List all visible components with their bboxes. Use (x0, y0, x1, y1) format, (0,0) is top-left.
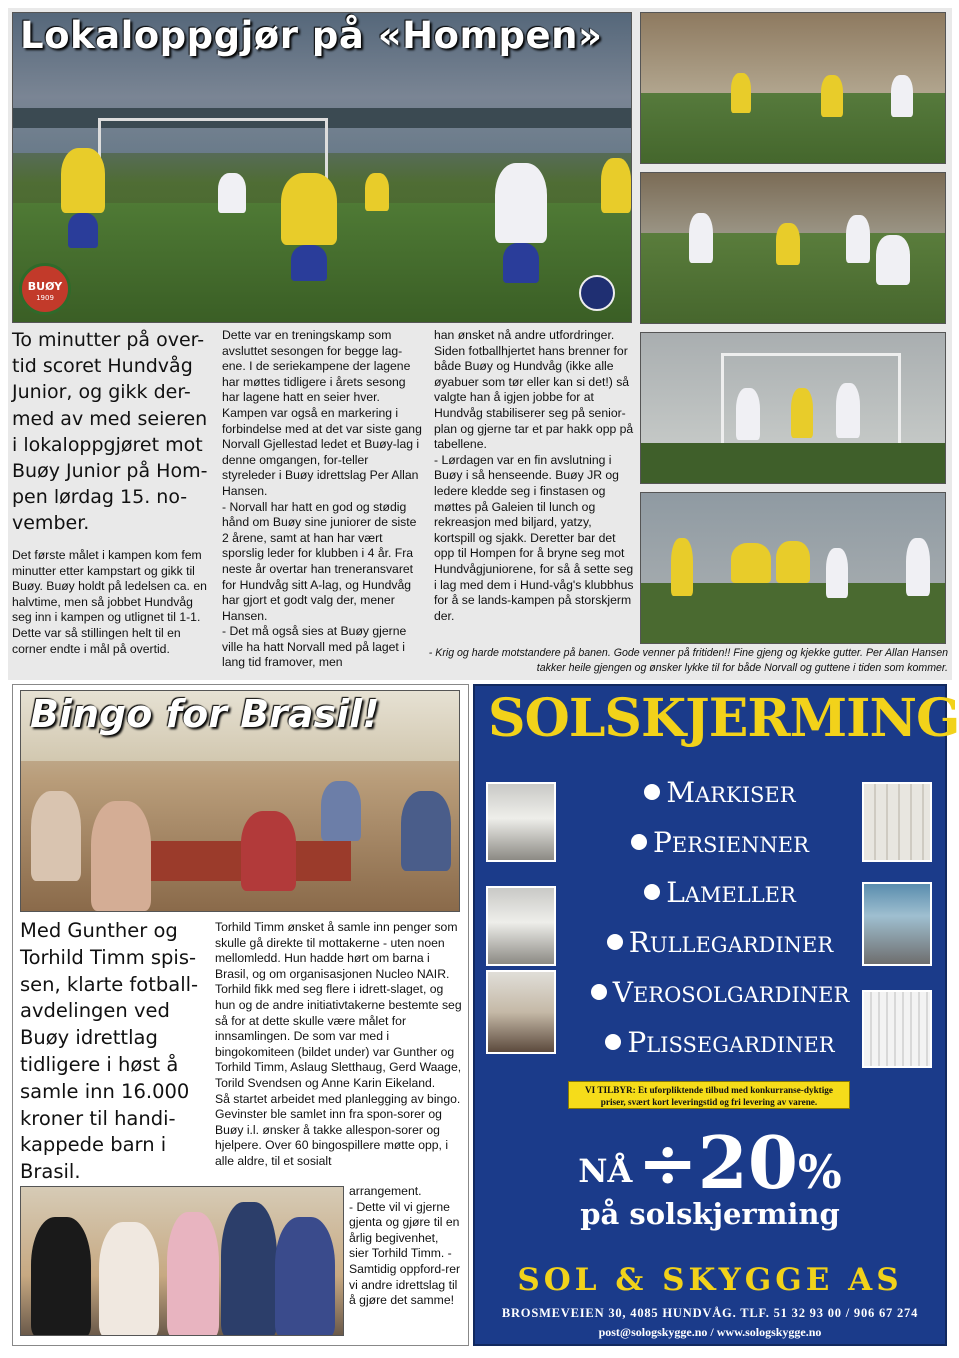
hundvag-badge-icon (579, 275, 615, 311)
ad-photo-blinds-1 (862, 782, 932, 862)
match-photo-2 (640, 172, 946, 324)
bingo-column-2: arrangement. - Dette vil vi gjerne gjenta og gjøre til en årlig begivenhet, sier Torhild Timm. - Samtidig oppford-rer vi andre idrettslag til å gjøre det samme! (349, 1184, 461, 1308)
bingo-committee-photo (20, 1186, 344, 1336)
ad-item-lameller: LAMELLER (580, 876, 860, 909)
ad-photo-blinds-3 (862, 990, 932, 1068)
article-column-2: Dette var en treningskamp som avsluttet sesongen for begge lag-ene. I de seriekampene der lagene har møttes tidligere i årets sesong har lagene hatt en seier hver. Kampen var også en markering i forbindelse med at det var siste gang Norvall Gjellestad ledet et Buøy-lag i denne omgangen, for-teller styreleder i Buøy idrettslag Per Allan Hansen. - Norvall har hatt en god og stødig hånd om Buøy sine juniorer de siste 2 årene, samt at han har vært sporslig leder for klubben i 4 år. Fra neste år overtar han treneransvaret for Hundvåg sitt A-lag, og Hundvåg har gjort et godt valg der, mener Hansen. - Det må også sies at Buøy gjerne ville ha hatt Norvall med på laget i lang tid framover, men (222, 328, 422, 670)
ad-photo-blinds-2 (862, 882, 932, 966)
ad-item-persienner: PERSIENNER (580, 826, 860, 859)
ad-contact: post@sologskygge.no / www.sologskygge.no (598, 1325, 822, 1339)
bullet-icon (644, 784, 660, 800)
match-photo-1 (640, 12, 946, 164)
bullet-icon (631, 834, 647, 850)
bullet-icon (607, 934, 623, 950)
match-photo-3 (640, 332, 946, 484)
ad-percent: ÷20 (637, 1120, 798, 1205)
bingo-column: Torhild Timm ønsket å samle inn penger som skulle gå direkte til mottakerne - uten noen mellomledd. Hun hadde hørt om barna i Brasil, og om organisasjonen Nucleo NAIR. Torhild fikk med seg flere i idrett-slaget, og hun og de andre initiativtakerne bestemte seg så for at dette skulle være målet for innsamlingen. De som var med i bingokomiteen (bildet under) var Gunther og Torhild Timm, Aslaug Sletthaug, Gerd Waage, Torild Svendsen og Anne Karin Eikeland. Så startet arbeidet med planlegging av bingo. Gevinster ble samlet inn fra spon-sorer og Buøy i.l. ønsker å takke allespon-sorer og hjelpere. Over 60 bingospillere møtte opp, i alle aldre, til et sosialt (215, 920, 462, 1168)
ad-item-verosolgardiner: VEROSOLGARDINER (580, 976, 860, 1009)
ad-item-rullegardiner: RULLEGARDINER (580, 926, 860, 959)
ad-address: BROSMEVEIEN 30, 4085 HUNDVÅG. TLF. 51 32 93 00 / 906 67 274 (501, 1306, 919, 1320)
buoy-badge-icon: BUØY 1909 (19, 263, 71, 315)
ad-discount (488, 1120, 932, 1231)
bullet-icon (591, 984, 607, 1000)
ad-photo-interior-3 (486, 970, 556, 1054)
ad-item-markiser: MARKISER (580, 776, 860, 809)
match-photo-4 (640, 492, 946, 644)
ad-subline: på solskjerming (580, 1197, 840, 1231)
ad-company: SOL & SKYGGE AS (517, 1262, 903, 1298)
bingo-title: Bingo for Brasil! (30, 692, 380, 736)
article-column-3: han ønsket nå andre utfordringer. Siden fotballhjertet hans brenner for både Buøy og Hundvåg (ikke alle øyabuer som tør eller kan si det!) så valgte han å igjen jobbe for at Hundvåg stabiliserer seg på senior-plan og gjerne tar et par hakk opp på tabellene. - Lørdagen var en fin avslutning i Buøy i så henseende. Buøy JR og ledere kledde seg i finstasen og møttes på Galeien til lunch og rekreasjon med biljard, yatzy, kortspill og sjakk. Deretter bar det opp til Hompen for å bryne seg mot Hundvågjuniorene, for så å sette seg i lag med dem i Hund-våg's klubbhus for å se lands-kampen på storskjerm der. (434, 328, 634, 623)
article-title: Lokaloppgjør på «Hompen» (20, 14, 603, 57)
ad-item-plissegardiner: PLISSEGARDINER (580, 1026, 860, 1059)
article-lede: To minutter på over-tid scoret Hundvåg Junior, og gikk der-med av med seieren i lokaloppgjøret mot Buøy Junior på Hom-pen lørdag 15. no-vember. (12, 329, 208, 535)
ad-offer-box: VI TILBYR: Et uforpliktende tilbud med konkurranse-dyktige priser, svært kort leveringstid og fri levering av varene. (568, 1081, 850, 1109)
ad-photo-interior-1 (486, 782, 556, 862)
ad-now-label: NÅ (578, 1152, 633, 1190)
bullet-icon (605, 1034, 621, 1050)
photo-caption: - Krig og harde motstandere på banen. Gode venner på fritiden!! Fine gjeng og kjekke gutter. Per Allan Hansen takker heile gjengen og ønsker lykke til for både Norvall og guttene i tiden som kommer. (428, 647, 948, 674)
article-column-1: Det første målet i kampen kom fem minutter etter kampstart og gikk til Buøy. Buøy holdt på ledelsen ca. en halvtime, men så jobbet Hundvåg seg inn i kampen og utlignet til 1-1. Dette var så stillingen helt til en corner endte i mål på overtid. (12, 548, 207, 656)
ad-photo-interior-2 (486, 886, 556, 966)
bullet-icon (644, 884, 660, 900)
main-match-photo (12, 12, 632, 323)
ad-percent-sign: % (797, 1145, 842, 1199)
ad-title: SOLSKJERMING (488, 688, 959, 749)
bingo-lede: Med Gunther og Torhild Timm spis-sen, klarte fotball-avdelingen ved Buøy idrettlag tidligere i høst å samle inn 16.000 kroner til handi-kappede barn i Brasil. (20, 919, 199, 1184)
